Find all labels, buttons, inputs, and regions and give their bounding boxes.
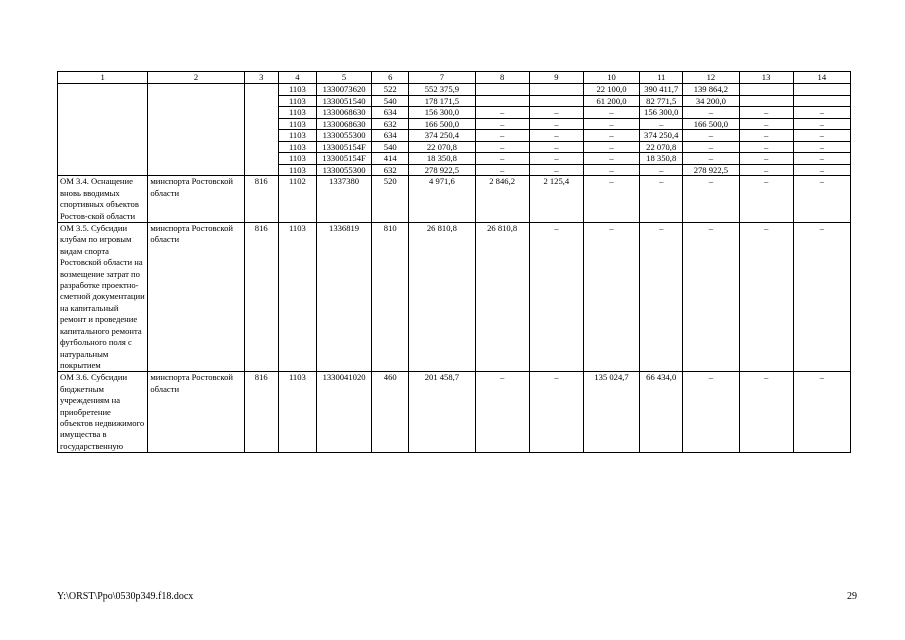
table-cell: 1103: [278, 84, 316, 96]
column-number: 4: [278, 72, 316, 84]
table-cell: –: [739, 153, 793, 165]
table-cell: –: [475, 130, 529, 142]
table-cell: –: [475, 372, 529, 453]
table-cell: 178 171,5: [409, 95, 475, 107]
table-cell: –: [529, 118, 583, 130]
table-cell: 520: [372, 176, 409, 223]
table-cell: –: [583, 141, 639, 153]
table-cell: –: [793, 176, 850, 223]
column-number: 6: [372, 72, 409, 84]
column-number-row: [58, 72, 851, 84]
table-cell: –: [583, 223, 639, 372]
column-number: 13: [739, 72, 793, 84]
table-cell: 34 200,0: [683, 95, 739, 107]
table-cell: –: [683, 141, 739, 153]
table-cell: –: [793, 164, 850, 176]
table-cell: –: [475, 153, 529, 165]
measure-name: ОМ 3.6. Субсидии бюджетным учреждениям на приобретение объектов недвижимого имущества в государственную: [58, 372, 148, 453]
table-cell: 1330068630: [316, 118, 371, 130]
table-cell: 1330051540: [316, 95, 371, 107]
table-cell: –: [529, 164, 583, 176]
table-cell: 156 300,0: [409, 107, 475, 119]
table-cell: –: [583, 107, 639, 119]
table-cell: 522: [372, 84, 409, 96]
table-cell: 414: [372, 153, 409, 165]
table-cell: 632: [372, 118, 409, 130]
table-cell: –: [529, 153, 583, 165]
executor: минспорта Ростовской области: [148, 223, 244, 372]
column-number: 3: [244, 72, 278, 84]
table-cell: 82 771,5: [640, 95, 683, 107]
table-cell: –: [640, 164, 683, 176]
table-cell: 2 846,2: [475, 176, 529, 223]
table-cell: –: [793, 153, 850, 165]
table-cell: 22 070,8: [409, 141, 475, 153]
column-number: 12: [683, 72, 739, 84]
table-row: [58, 84, 851, 96]
table-cell: –: [739, 118, 793, 130]
table-cell: –: [739, 176, 793, 223]
table-cell: 133005154F: [316, 141, 371, 153]
table-cell: –: [640, 118, 683, 130]
table-cell: –: [529, 130, 583, 142]
table-cell: [739, 84, 793, 96]
table-cell: 634: [372, 107, 409, 119]
table-cell: 460: [372, 372, 409, 453]
executor: минспорта Ростовской области: [148, 372, 244, 453]
table-cell: –: [793, 118, 850, 130]
table-cell: 552 375,9: [409, 84, 475, 96]
table-cell: 135 024,7: [583, 372, 639, 453]
table-cell: 166 500,0: [683, 118, 739, 130]
table-cell: 139 864,2: [683, 84, 739, 96]
table-cell: –: [683, 176, 739, 223]
column-number: 5: [316, 72, 371, 84]
table-cell: 1102: [278, 176, 316, 223]
page-number: 29: [847, 591, 857, 602]
budget-table: [57, 71, 851, 453]
table-cell: 816: [244, 223, 278, 372]
column-number: 10: [583, 72, 639, 84]
table-cell: –: [583, 153, 639, 165]
table-cell: –: [583, 130, 639, 142]
table-cell: –: [793, 223, 850, 372]
table-cell: 1103: [278, 164, 316, 176]
table-cell: 201 458,7: [409, 372, 475, 453]
table-cell: –: [739, 130, 793, 142]
table-cell: –: [793, 107, 850, 119]
table-cell: 1330068630: [316, 107, 371, 119]
table-cell: 1103: [278, 130, 316, 142]
table-cell: –: [640, 223, 683, 372]
table-cell: 278 922,5: [683, 164, 739, 176]
table-cell: [739, 95, 793, 107]
table-cell: 4 971,6: [409, 176, 475, 223]
table-cell: –: [475, 164, 529, 176]
table-cell: 1330055300: [316, 164, 371, 176]
column-number: 7: [409, 72, 475, 84]
table-cell: 26 810,8: [475, 223, 529, 372]
measure-name: ОМ 3.4. Оснащение вновь вводимых спортивных объектов Ростов-ской области: [58, 176, 148, 223]
table-row: [58, 223, 851, 372]
table-cell: –: [583, 176, 639, 223]
column-number: 11: [640, 72, 683, 84]
column-number: 14: [793, 72, 850, 84]
table-cell: [148, 84, 244, 176]
table-cell: –: [739, 164, 793, 176]
file-path: Y:\ORST\Ppo\0530p349.f18.docx: [57, 591, 194, 602]
table-cell: 540: [372, 95, 409, 107]
measure-name: ОМ 3.5. Субсидии клубам по игровым видам спорта Ростовской области на возмещение затрат по разработке проектно-сметной документации на капитальный ремонт и проведение капитального ремонта футбольного поля с натуральным покрытием: [58, 223, 148, 372]
table-cell: –: [475, 118, 529, 130]
table-cell: 156 300,0: [640, 107, 683, 119]
column-number: 8: [475, 72, 529, 84]
table-cell: –: [529, 141, 583, 153]
table-cell: –: [793, 372, 850, 453]
table-cell: 1336819: [316, 223, 371, 372]
table-cell: –: [583, 164, 639, 176]
table-cell: 18 350,8: [409, 153, 475, 165]
table-cell: 61 200,0: [583, 95, 639, 107]
table-cell: –: [640, 176, 683, 223]
table-cell: 1103: [278, 141, 316, 153]
table-cell: 816: [244, 176, 278, 223]
table-cell: –: [475, 107, 529, 119]
table-cell: 1103: [278, 118, 316, 130]
table-cell: –: [793, 130, 850, 142]
table-cell: 22 100,0: [583, 84, 639, 96]
table-cell: 374 250,4: [640, 130, 683, 142]
table-cell: 816: [244, 372, 278, 453]
table-cell: [529, 84, 583, 96]
table-cell: 1103: [278, 223, 316, 372]
table-cell: –: [793, 141, 850, 153]
table-cell: [475, 84, 529, 96]
table-cell: 374 250,4: [409, 130, 475, 142]
table-cell: –: [683, 107, 739, 119]
table-cell: 1337380: [316, 176, 371, 223]
table-cell: –: [529, 372, 583, 453]
table-cell: 22 070,8: [640, 141, 683, 153]
table-cell: 66 434,0: [640, 372, 683, 453]
table-cell: 632: [372, 164, 409, 176]
table-cell: –: [739, 141, 793, 153]
table-cell: –: [529, 107, 583, 119]
table-cell: [793, 95, 850, 107]
table-cell: 26 810,8: [409, 223, 475, 372]
table-cell: 540: [372, 141, 409, 153]
table-cell: [793, 84, 850, 96]
table-cell: 390 411,7: [640, 84, 683, 96]
table-cell: –: [475, 141, 529, 153]
table-cell: 1103: [278, 372, 316, 453]
column-number: 2: [148, 72, 244, 84]
table-cell: 634: [372, 130, 409, 142]
table-cell: [529, 95, 583, 107]
table-cell: 1330041020: [316, 372, 371, 453]
table-cell: 278 922,5: [409, 164, 475, 176]
table-cell: [244, 84, 278, 176]
table-row: [58, 372, 851, 453]
table-cell: [58, 84, 148, 176]
table-cell: –: [739, 223, 793, 372]
table-cell: –: [739, 107, 793, 119]
table-cell: –: [683, 223, 739, 372]
table-cell: [475, 95, 529, 107]
table-cell: 1103: [278, 107, 316, 119]
table-cell: 2 125,4: [529, 176, 583, 223]
table-cell: 1103: [278, 153, 316, 165]
table-cell: 133005154F: [316, 153, 371, 165]
table-cell: –: [529, 223, 583, 372]
table-body: [58, 72, 851, 453]
column-number: 1: [58, 72, 148, 84]
table-cell: 810: [372, 223, 409, 372]
table-cell: –: [683, 153, 739, 165]
table-cell: –: [683, 372, 739, 453]
table-cell: –: [683, 130, 739, 142]
table-cell: 1103: [278, 95, 316, 107]
table-cell: 1330055300: [316, 130, 371, 142]
table-cell: –: [739, 372, 793, 453]
table-cell: 166 500,0: [409, 118, 475, 130]
table-cell: 18 350,8: [640, 153, 683, 165]
column-number: 9: [529, 72, 583, 84]
table-cell: 1330073620: [316, 84, 371, 96]
table-row: [58, 176, 851, 223]
table-cell: –: [583, 118, 639, 130]
executor: минспорта Ростовской области: [148, 176, 244, 223]
